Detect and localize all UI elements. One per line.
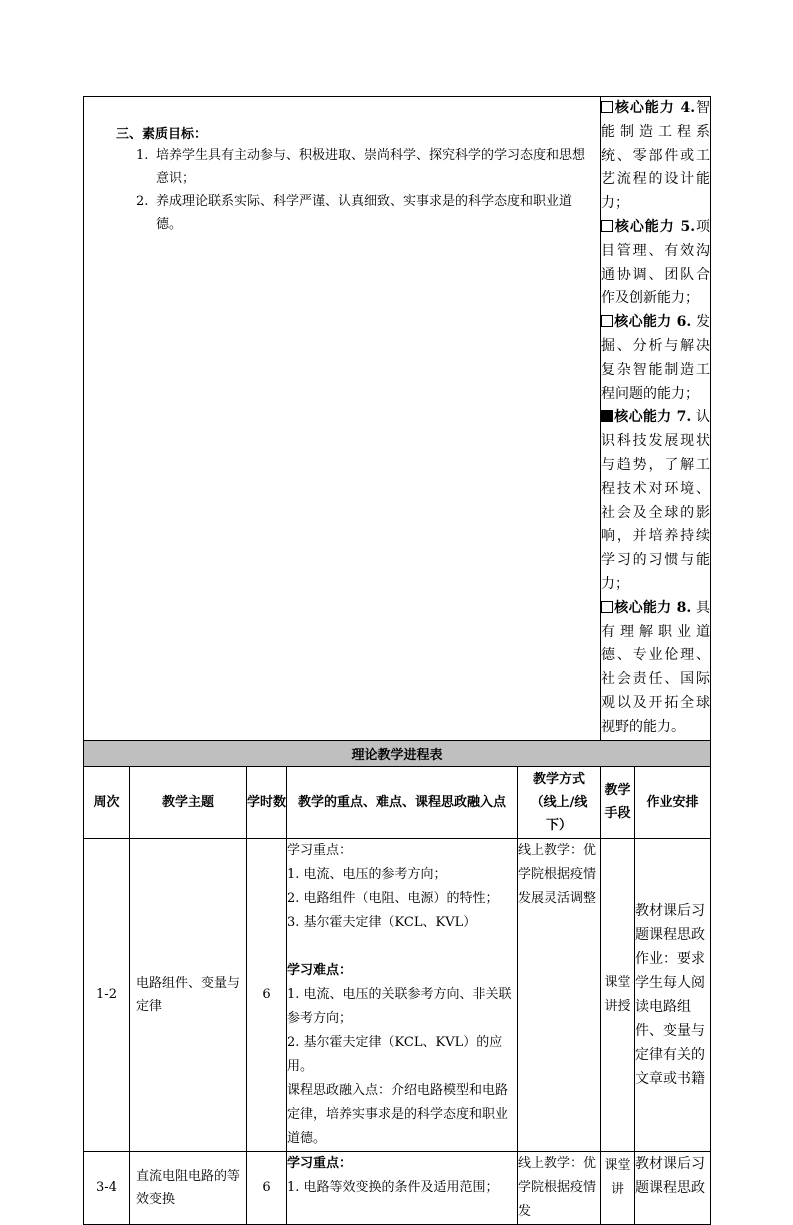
header-means: 教学手段: [601, 766, 635, 838]
core-abilities-cell: [601, 97, 711, 741]
row-week: 3-4: [84, 1151, 130, 1224]
row-means: 课堂讲: [601, 1151, 635, 1224]
checkbox-checked-icon: [601, 410, 613, 422]
quality-goals-title: 三、素质目标：: [116, 127, 208, 142]
row-homework: 教材课后习题课程思政作业：要求学生每人阅读电路组件、变量与定律有关的文章或书籍: [635, 838, 711, 1151]
quality-goal-item: [136, 190, 600, 236]
header-topic: 教学主题: [130, 766, 247, 838]
difficulty-point: 1. 电流、电压的关联参考方向、非关联参考方向；: [287, 986, 512, 1026]
row-content: [287, 1151, 518, 1224]
goals-row: [84, 97, 711, 741]
difficulty-title: 学习难点：: [287, 962, 353, 978]
ability-text: 智能制造工程系统、零部件或工艺流程的设计能力；: [601, 100, 711, 212]
ability-label: 核心能力 4.: [614, 100, 696, 116]
goal-text: 培养学生具有主动参与、积极进取、崇尚科学、探究科学的学习态度和思想意识；: [156, 148, 586, 186]
row-means: 课堂讲授: [601, 838, 635, 1151]
key-points-title: 学习重点：: [287, 842, 353, 858]
header-homework: 作业安排: [635, 766, 711, 838]
goal-number: 1.: [136, 148, 149, 163]
row-topic: 直流电阻电路的等效变换: [130, 1151, 247, 1224]
header-week: 周次: [84, 766, 130, 838]
quality-goals-cell: [84, 97, 601, 741]
table-row: [84, 1151, 711, 1224]
key-point: 1. 电路等效变换的条件及适用范围；: [287, 1179, 499, 1195]
schedule-title-row: [84, 740, 711, 766]
ability-item: [601, 216, 710, 311]
key-points-title: 学习重点：: [287, 1155, 353, 1171]
schedule-header-row: [84, 766, 711, 838]
key-point: 3. 基尔霍夫定律（KCL、KVL）: [287, 914, 477, 930]
goal-number: 2.: [136, 194, 149, 209]
ability-item: [601, 597, 710, 740]
ability-label: 核心能力 6.: [614, 314, 692, 331]
key-point: 2. 电路组件（电阻、电源）的特性；: [287, 890, 499, 906]
row-content: [287, 838, 518, 1151]
ability-text: 具有理解职业道德、专业伦理、社会责任、国际观以及开拓全球视野的能力。: [601, 599, 711, 735]
ability-text: 认识科技发展现状与趋势，了解工程技术对环境、社会及全球的影响，并培养持续学习的习惯与能力；: [601, 409, 711, 592]
ideology-point: 课程思政融入点：介绍电路模型和电路定律，培养实事求是的科学态度和职业道德。: [287, 1082, 509, 1146]
ability-item: [601, 311, 710, 406]
goal-text: 养成理论联系实际、科学严谨、认真细致、实事求是的科学态度和职业道德。: [156, 194, 573, 232]
row-method: 线上教学：优学院根据疫情发: [518, 1151, 601, 1224]
ability-label: 核心能力 7.: [614, 409, 692, 426]
course-table: [83, 96, 711, 1225]
row-hours: 6: [247, 838, 287, 1151]
row-week: 1-2: [84, 838, 130, 1151]
checkbox-icon: [601, 220, 613, 232]
ability-item: [601, 406, 710, 596]
row-method: 线上教学：优学院根据疫情发展灵活调整: [518, 838, 601, 1151]
key-point: 1. 电流、电压的参考方向；: [287, 866, 447, 882]
checkbox-icon: [601, 601, 613, 613]
ability-label: 核心能力 5.: [614, 218, 696, 235]
quality-goal-item: [136, 144, 600, 190]
schedule-title: 理论教学进程表: [84, 740, 711, 766]
header-content: 教学的重点、难点、课程思政融入点: [287, 766, 518, 838]
row-hours: 6: [247, 1151, 287, 1224]
ability-item: [601, 97, 710, 216]
checkbox-icon: [601, 101, 613, 113]
row-topic: 电路组件、变量与定律: [130, 838, 247, 1151]
header-method: 教学方式（线上/线下）: [518, 766, 601, 838]
header-hours: 学时数: [247, 766, 287, 838]
ability-text: 发掘、分析与解决复杂智能制造工程问题的能力；: [601, 314, 711, 402]
table-row: [84, 838, 711, 1151]
row-homework: 教材课后习题课程思政: [635, 1151, 711, 1224]
ability-label: 核心能力 8.: [614, 599, 692, 616]
ability-text: 项目管理、有效沟通协调、团队合作及创新能力；: [601, 218, 711, 307]
checkbox-icon: [601, 315, 613, 327]
difficulty-point: 2. 基尔霍夫定律（KCL、KVL）的应用。: [287, 1034, 503, 1074]
